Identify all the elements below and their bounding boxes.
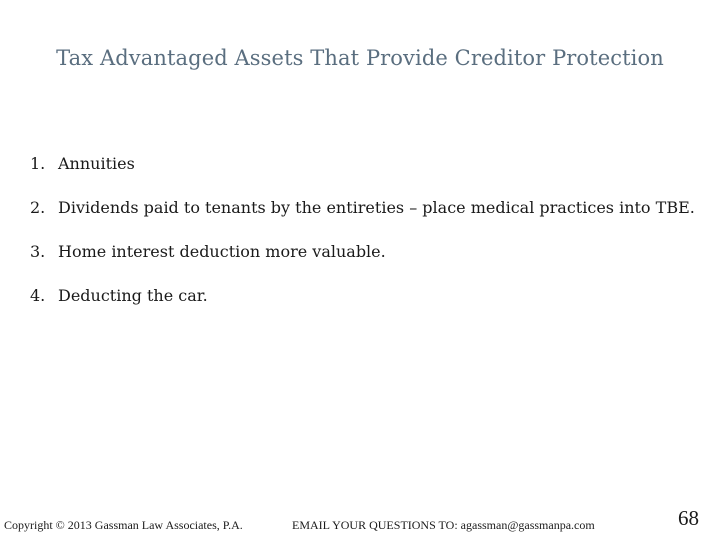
footer-email: EMAIL YOUR QUESTIONS TO: agassman@gassmanpa.com xyxy=(292,518,595,532)
list-item-text: Annuities xyxy=(58,154,135,173)
page-number: 68 xyxy=(678,506,699,530)
numbered-list xyxy=(30,150,710,326)
list-item-number: 3. xyxy=(30,242,46,261)
list-item-text: Dividends paid to tenants by the entireties – place medical practices into TBE. xyxy=(58,198,695,217)
list-item-text: Deducting the car. xyxy=(58,286,208,305)
list-item-text: Home interest deduction more valuable. xyxy=(58,242,386,261)
list-item-number: 2. xyxy=(30,198,46,217)
list-item xyxy=(30,282,710,310)
list-item-number: 1. xyxy=(30,154,46,173)
slide-title: Tax Advantaged Assets That Provide Creditor Protection xyxy=(56,46,664,70)
list-item xyxy=(30,238,710,266)
list-item xyxy=(30,194,710,222)
footer-copyright: Copyright © 2013 Gassman Law Associates, P.A. xyxy=(4,518,243,532)
list-item-number: 4. xyxy=(30,286,46,305)
list-item xyxy=(30,150,710,178)
